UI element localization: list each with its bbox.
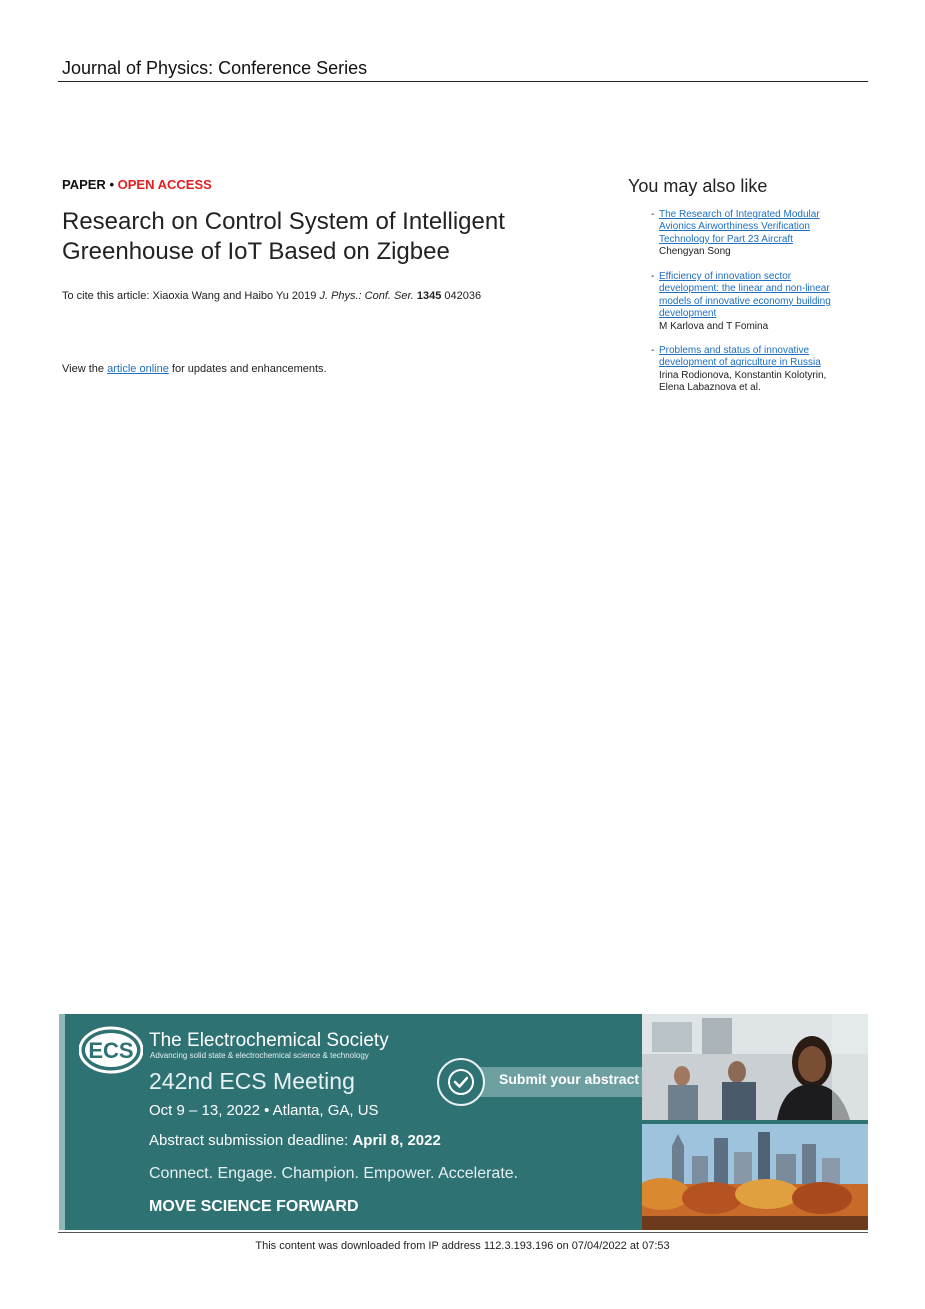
related-article-link[interactable]: Problems and status of innovative development of agriculture in Russia [659, 345, 821, 369]
related-authors: M Karlova and T Fomina [659, 320, 769, 332]
banner-edge [59, 1014, 65, 1230]
list-dash: - [651, 271, 655, 282]
view-suffix: for updates and enhancements. [171, 363, 327, 375]
footer-rule [58, 1232, 868, 1233]
related-item [651, 271, 861, 333]
meeting-dates: Oct 9 – 13, 2022 • Atlanta, GA, US [149, 1102, 379, 1119]
banner-cta-text: MOVE SCIENCE FORWARD [149, 1198, 359, 1215]
check-circle-icon [437, 1058, 485, 1106]
view-prefix: View the [62, 363, 104, 375]
ecs-logo-text: ECS [88, 1038, 134, 1063]
banner-slogan: Connect. Engage. Champion. Empower. Accelerate. [149, 1165, 519, 1182]
submit-button-label: Submit your abstract [499, 1071, 640, 1087]
list-dash: - [651, 209, 655, 220]
paper-access-label [62, 177, 212, 192]
paper-type: PAPER [62, 177, 106, 192]
ecs-logo [79, 1026, 143, 1074]
related-item [651, 345, 861, 395]
article-online-link[interactable]: article online [107, 363, 169, 375]
ecs-banner-ad[interactable] [59, 1014, 868, 1230]
society-tagline: Advancing solid state & electrochemical science & technology [150, 1051, 369, 1060]
title-line: Research on Control System of Intelligent [62, 208, 505, 235]
view-online-note [62, 363, 327, 375]
header-rule [58, 81, 868, 82]
related-article-link[interactable]: Efficiency of innovation sector development: the linear and non-linear models of innovative economy building development [659, 271, 831, 320]
deadline-date: April 8, 2022 [352, 1132, 441, 1149]
related-authors: Irina Rodionova, Konstantin Kolotyrin, [659, 369, 827, 381]
list-dash: - [651, 345, 655, 356]
related-authors: Chengyan Song [659, 246, 731, 258]
related-article-link[interactable]: The Research of Integrated Modular Avionics Airworthiness Verification Technology for Part 23 Aircraft [659, 209, 820, 245]
citation-article-number: 042036 [444, 290, 482, 302]
abstract-deadline [149, 1132, 441, 1149]
journal-name: Journal of Physics: Conference Series [62, 58, 368, 78]
meeting-title: 242nd ECS Meeting [149, 1068, 355, 1094]
atlanta-skyline-photo [642, 1124, 868, 1230]
citation-volume: 1345 [416, 290, 442, 302]
related-heading: You may also like [628, 176, 768, 196]
citation-prefix: To cite this article: Xiaoxia Wang and Haibo Yu 2019 [62, 290, 317, 302]
download-note: This content was downloaded from IP address 112.3.193.196 on 07/04/2022 at 07:53 [255, 1240, 670, 1252]
related-item [651, 209, 861, 259]
citation-journal: J. Phys.: Conf. Ser. [319, 290, 414, 302]
society-name: The Electrochemical Society [149, 1030, 389, 1051]
related-authors: Elena Labaznova et al. [659, 382, 761, 394]
paper-title [62, 207, 582, 267]
attendees-photo [642, 1014, 868, 1120]
open-access-label: OPEN ACCESS [117, 177, 212, 192]
title-line: Greenhouse of IoT Based on Zigbee [62, 238, 450, 265]
submit-abstract-button[interactable] [437, 1058, 677, 1106]
deadline-prefix: Abstract submission deadline: [149, 1132, 349, 1149]
separator-bullet: • [109, 177, 115, 192]
citation [62, 290, 481, 302]
